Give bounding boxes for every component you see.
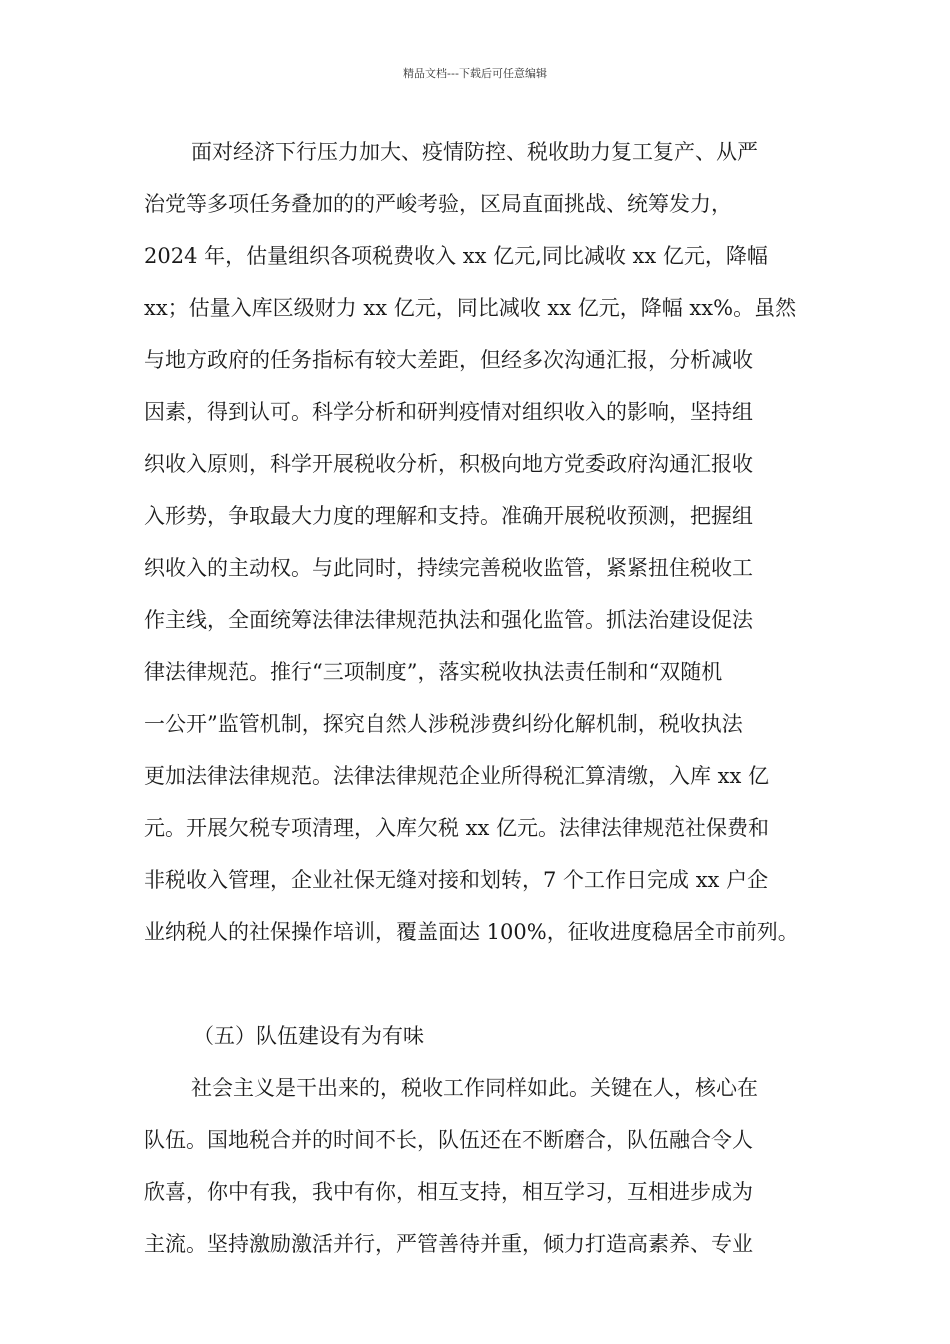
- page-header: 精品文档---下载后可任意编辑: [403, 67, 547, 80]
- paragraph-line: 非税收入管理，企业社保无缝对接和划转，7 个工作日完成 xx 户企: [144, 868, 769, 892]
- paragraph-line: 队伍。国地税合并的时间不长，队伍还在不断磨合，队伍融合令人: [144, 1128, 753, 1152]
- paragraph-line: 作主线，全面统筹法律法律规范执法和强化监管。抓法治建设促法: [144, 608, 753, 632]
- paragraph-line: 社会主义是干出来的，税收工作同样如此。关键在人，核心在: [191, 1076, 758, 1100]
- paragraph-line: 2024 年，估量组织各项税费收入 xx 亿元,同比减收 xx 亿元，降幅: [144, 244, 768, 268]
- paragraph-line: 织收入原则，科学开展税收分析，积极向地方党委政府沟通汇报收: [144, 452, 753, 476]
- paragraph-line: 业纳税人的社保操作培训，覆盖面达 100%，征收进度稳居全市前列。: [144, 920, 799, 944]
- paragraph-line: 与地方政府的任务指标有较大差距，但经多次沟通汇报，分析减收: [144, 348, 753, 372]
- paragraph-line: 主流。坚持激励激活并行，严管善待并重，倾力打造高素养、专业: [144, 1232, 753, 1256]
- paragraph-line: 更加法律法律规范。法律法律规范企业所得税汇算清缴，入库 xx 亿: [144, 764, 770, 788]
- paragraph-line: 欣喜，你中有我，我中有你，相互支持，相互学习，互相进步成为: [144, 1180, 753, 1204]
- paragraph-line: 织收入的主动权。与此同时，持续完善税收监管，紧紧扭住税收工: [144, 556, 753, 580]
- paragraph-line: 元。开展欠税专项清理，入库欠税 xx 亿元。法律法律规范社保费和: [144, 816, 770, 840]
- paragraph-line: 面对经济下行压力加大、疫情防控、税收助力复工复产、从严: [191, 140, 758, 164]
- paragraph-line: 一公开”监管机制，探究自然人涉税涉费纠纷化解机制，税收执法: [144, 712, 743, 736]
- paragraph-line: xx；估量入库区级财力 xx 亿元，同比减收 xx 亿元，降幅 xx%。虽然: [144, 296, 797, 320]
- paragraph-line: 因素，得到认可。科学分析和研判疫情对组织收入的影响，坚持组: [144, 400, 753, 424]
- section-heading: （五）队伍建设有为有味: [193, 1024, 424, 1048]
- paragraph-line: 治党等多项任务叠加的的严峻考验，区局直面挑战、统筹发力，: [144, 192, 732, 216]
- paragraph-line: 入形势，争取最大力度的理解和支持。准确开展税收预测，把握组: [144, 504, 753, 528]
- paragraph-line: 律法律规范。推行“三项制度”，落实税收执法责任制和“双随机: [144, 660, 723, 684]
